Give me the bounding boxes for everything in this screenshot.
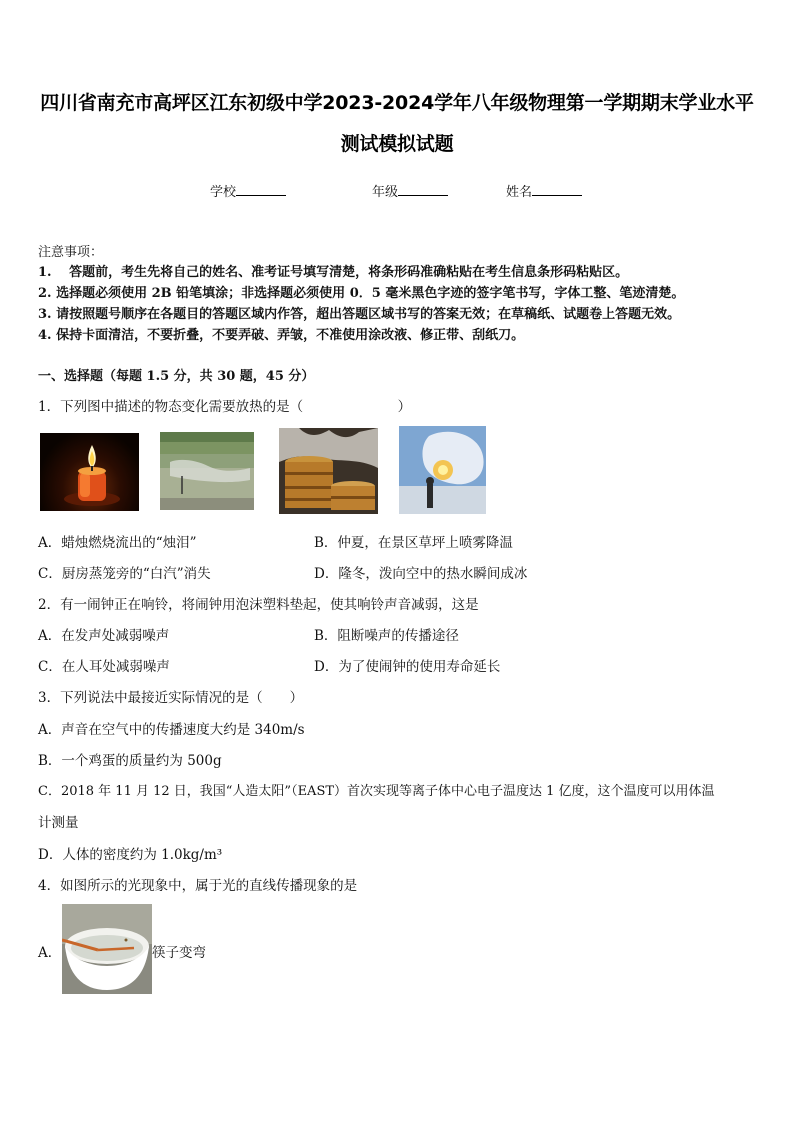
question-4-option-a-label: A． [38, 945, 62, 961]
notice-heading: 注意事项： [38, 245, 104, 260]
page-title: 四川省南充市高坪区江东初级中学2023-2024学年八年级物理第一学期期末学业水平 [40, 92, 754, 114]
question-2-option-b: B．阻断噪声的传播途径 [314, 628, 459, 644]
question-1-stem: 1．下列图中描述的物态变化需要放热的是（ ） [38, 399, 412, 415]
question-1-option-b: B．仲夏，在景区草坪上喷雾降温 [314, 535, 513, 551]
name-blank [532, 183, 582, 196]
name-field [506, 181, 582, 200]
school-field [210, 181, 286, 200]
notice-item: 3. 请按照题号顺序在各题目的答题区域内作答，超出答题区域书写的答案无效；在草稿纸、试题卷上答题无效。 [38, 307, 681, 322]
question-3-option-c-continued: 计测量 [38, 815, 79, 831]
name-label: 姓名 [506, 185, 533, 200]
question-3-option-a: A．声音在空气中的传播速度大约是 340m/s [38, 722, 305, 738]
notice-item: 4. 保持卡面清洁，不要折叠，不要弄破、弄皱，不准使用涂改液、修正带、刮纸刀。 [38, 328, 525, 343]
question-3-stem: 3．下列说法中最接近实际情况的是（ ） [38, 690, 304, 706]
candle-photo [40, 433, 139, 511]
section-heading: 一、选择题（每题 1.5 分，共 30 题，45 分） [38, 369, 315, 384]
hot-water-freeze-photo [399, 426, 486, 514]
question-2-option-c: C．在人耳处减弱噪声 [38, 659, 170, 675]
question-4-stem: 4．如图所示的光现象中，属于光的直线传播现象的是 [38, 878, 358, 894]
question-2-option-a: A．在发声处减弱噪声 [38, 628, 170, 644]
question-3-option-d: D．人体的密度约为 1.0kg/m³ [38, 847, 223, 863]
question-1-option-c: C．厨房蒸笼旁的“白汽”消失 [38, 566, 211, 582]
question-3-option-b: B．一个鸡蛋的质量约为 500g [38, 753, 222, 769]
page-title-line2: 测试模拟试题 [340, 133, 454, 155]
question-1-option-a: A．蜡烛燃烧流出的“烛泪” [38, 535, 197, 551]
grade-blank [398, 183, 448, 196]
question-3-option-c: C．2018 年 11 月 12 日，我国“人造太阳”（EAST）首次实现等离子体中心电子温度达 1 亿度，这个温度可以用体温 [38, 784, 715, 799]
grade-field [372, 181, 448, 200]
lawn-spray-photo [160, 432, 254, 510]
school-blank [236, 183, 286, 196]
question-2-option-d: D．为了使闹钟的使用寿命延长 [314, 659, 501, 675]
notice-item: 1. 答题前，考生先将自己的姓名、准考证号填写清楚，将条形码准确粘贴在考生信息条形码粘贴区。 [38, 265, 629, 280]
notice-item: 2. 选择题必须使用 2B 铅笔填涂；非选择题必须使用 0．5 毫米黑色字迹的签字笔书写，字体工整、笔迹清楚。 [38, 286, 685, 301]
steamer-photo [279, 428, 378, 514]
question-1-option-d: D．隆冬，泼向空中的热水瞬间成冰 [314, 566, 528, 582]
question-2-stem: 2．有一闹钟正在响铃，将闹钟用泡沫塑料垫起，使其响铃声音减弱，这是 [38, 597, 479, 613]
question-4-option-a-text: 筷子变弯 [152, 945, 206, 961]
bent-chopstick-photo [62, 904, 152, 994]
grade-label: 年级 [372, 185, 399, 200]
school-label: 学校 [210, 185, 237, 200]
